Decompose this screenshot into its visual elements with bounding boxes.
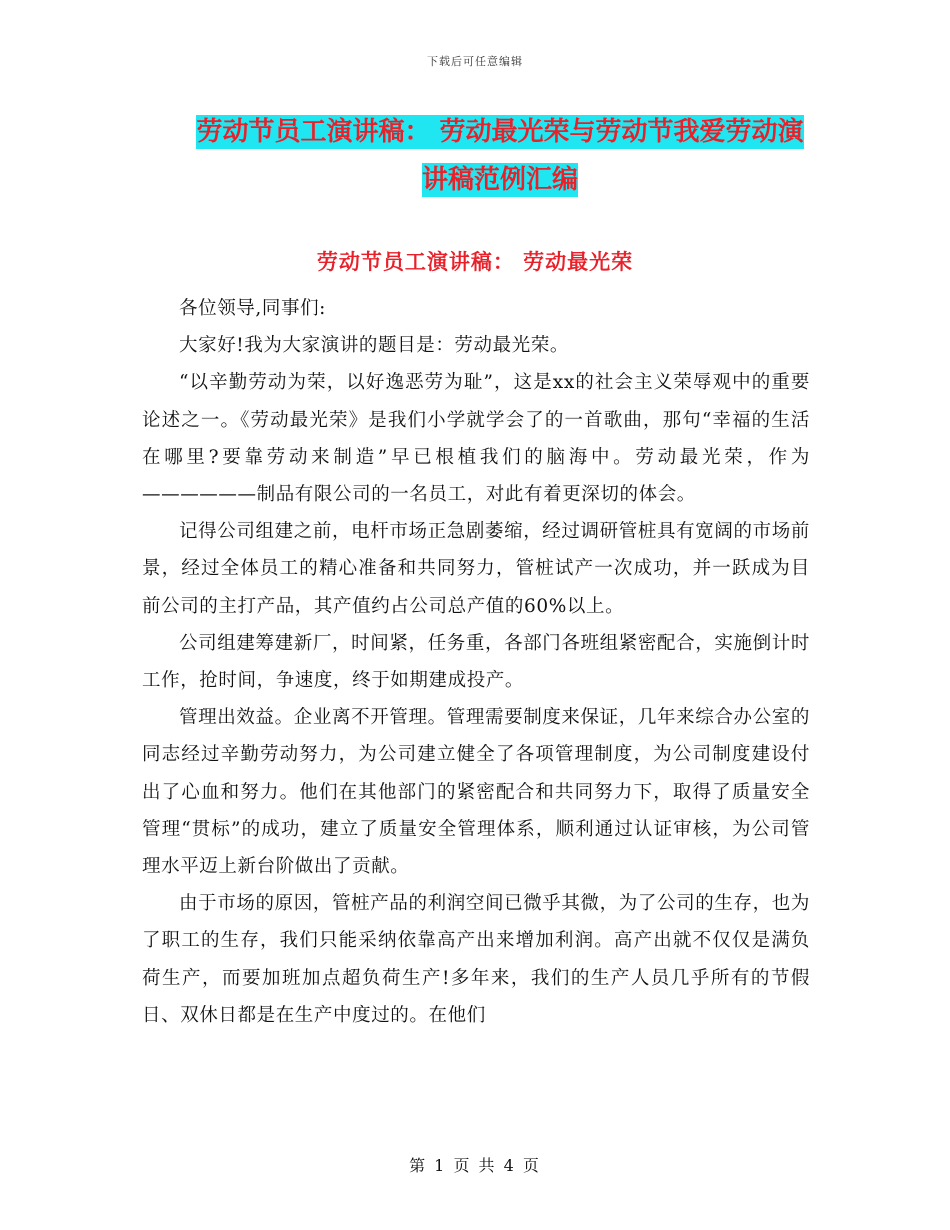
body-text — [142, 290, 810, 1034]
title-line-1: 劳动节员工演讲稿： 劳动最光荣与劳动节我爱劳动演 — [196, 117, 804, 147]
document-title — [140, 108, 860, 204]
paragraph: “以辛勤劳动为荣，以好逸恶劳为耻”，这是xx的社会主义荣辱观中的重要论述之一。《劳动最光荣》是我们小学就学会了的一首歌曲，那句“幸福的生活在哪里?要靠劳动来制造”早已根植我们的脑海中。劳动最光荣，作为——————制品有限公司的一名员工，对此有着更深切的体会。 — [142, 372, 810, 506]
page-header: 下载后可任意编辑 — [427, 55, 523, 68]
paragraph: 记得公司组建之前，电杆市场正急剧萎缩，经过调研管桩具有宽阔的市场前景，经过全体员工的精心准备和共同努力，管桩试产一次成功，并一跃成为目前公司的主打产品，其产值约占公司总产值的60%以上。 — [142, 521, 810, 617]
paragraph: 管理出效益。企业离不开管理。管理需要制度来保证，几年来综合办公室的同志经过辛勤劳动努力，为公司建立健全了各项管理制度，为公司制度建设付出了心血和努力。他们在其他部门的紧密配合和共同努力下，取得了质量安全管理“贯标”的成功，建立了质量安全管理体系，顺利通过认证审核，为公司管理水平迈上新台阶做出了贡献。 — [142, 707, 810, 878]
paragraph: 大家好!我为大家演讲的题目是：劳动最光荣。 — [179, 335, 570, 357]
paragraph: 公司组建筹建新厂，时间紧，任务重，各部门各班组紧密配合，实施倒计时工作，抢时间，争速度，终于如期建成投产。 — [142, 632, 810, 692]
section-title: 劳动节员工演讲稿： 劳动最光荣 — [316, 249, 634, 274]
paragraph: 各位领导,同事们: — [179, 298, 327, 319]
page-footer: 第 1 页 共 4 页 — [409, 1156, 541, 1175]
paragraph: 由于市场的原因，管桩产品的利润空间已微乎其微，为了公司的生存，也为了职工的生存，我们只能采纳依靠高产出来增加利润。高产出就不仅仅是满负荷生产，而要加班加点超负荷生产!多年来，我们的生产人员几乎所有的节假日、双休日都是在生产中度过的。在他们 — [142, 893, 810, 1026]
title-line-2: 讲稿范例汇编 — [421, 165, 578, 195]
